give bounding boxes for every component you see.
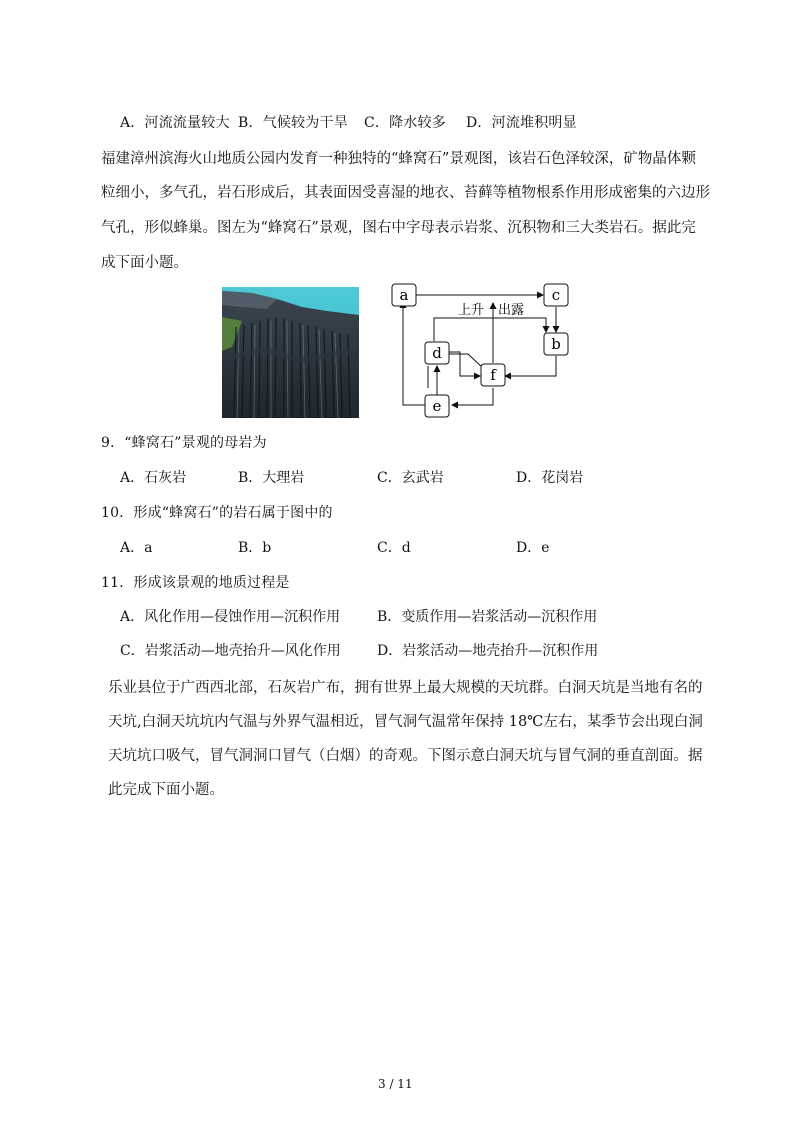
option-d-top: D．河流堆积明显 <box>466 115 577 131</box>
label-uplift: 上升 <box>458 303 485 318</box>
passage1-line-3: 气孔，形似蜂巢。图左为“蜂窝石”景观，图右中字母表示岩浆、沉积物和三大类岩石。据此完 <box>101 220 696 236</box>
honeycomb-rock-photo <box>222 287 359 418</box>
q10-option-c: C．d <box>377 540 411 556</box>
rock-cycle-diagram <box>390 280 580 425</box>
q10-option-b: B．b <box>238 540 272 556</box>
passage2-line-1: 乐业县位于广西西北部，石灰岩广布，拥有世界上最大规模的天坑群。白洞天坑是当地有名的 <box>108 680 703 696</box>
q11-stem: 11．形成该景观的地质过程是 <box>101 575 290 591</box>
node-b <box>544 333 568 355</box>
label-exposed: 出露 <box>498 303 525 318</box>
passage2-line-2: 天坑,白洞天坑坑内气温与外界气温相近，冒气洞气温常年保持 18℃左右，某季节会出现白洞 <box>108 714 703 730</box>
node-e <box>425 395 449 417</box>
q10-option-a: A．a <box>120 540 153 556</box>
q11-option-d: D．岩浆活动—地壳抬升—沉积作用 <box>377 643 599 659</box>
node-d <box>425 342 449 364</box>
q9-option-b: B．大理岩 <box>238 470 305 486</box>
node-f <box>481 364 505 386</box>
option-c-top: C．降水较多 <box>364 115 446 131</box>
q9-option-c: C．玄武岩 <box>377 470 444 486</box>
q11-option-c: C．岩浆活动—地壳抬升—风化作用 <box>120 643 341 659</box>
passage1-line-4: 成下面小题。 <box>101 255 188 271</box>
svg-text:f: f <box>490 366 496 384</box>
q11-option-a: A．风化作用—侵蚀作用—沉积作用 <box>120 609 341 625</box>
q9-option-a: A．石灰岩 <box>120 470 187 486</box>
q10-stem: 10．形成“蜂窝石”的岩石属于图中的 <box>101 505 333 521</box>
passage2-line-4: 此完成下面小题。 <box>108 782 224 798</box>
svg-text:e: e <box>432 397 442 415</box>
svg-text:c: c <box>551 286 561 304</box>
node-c <box>544 284 568 306</box>
page-number: 3 / 11 <box>378 1077 413 1091</box>
node-a <box>392 284 416 306</box>
svg-text:d: d <box>432 344 442 362</box>
option-b-top: B．气候较为干旱 <box>238 115 348 131</box>
q10-option-d: D．e <box>516 540 550 556</box>
q9-option-d: D．花岗岩 <box>516 470 584 486</box>
q9-stem: 9．“蜂窝石”景观的母岩为 <box>101 435 267 451</box>
svg-text:a: a <box>399 286 409 304</box>
option-a-top: A．河流流量较大 <box>120 115 230 131</box>
q11-option-b: B．变质作用—岩浆活动—沉积作用 <box>377 609 598 625</box>
passage1-line-1: 福建漳州滨海火山地质公园内发育一种独特的“蜂窝石”景观图，该岩石色泽较深，矿物晶体颗 <box>101 151 696 167</box>
passage2-line-3: 天坑坑口吸气，冒气洞洞口冒气（白烟）的奇观。下图示意白洞天坑与冒气洞的垂直剖面。据 <box>108 748 703 764</box>
passage1-line-2: 粒细小，多气孔，岩石形成后，其表面因受喜湿的地衣、苔藓等植物根系作用形成密集的六边形 <box>101 185 710 201</box>
svg-text:b: b <box>551 335 561 353</box>
